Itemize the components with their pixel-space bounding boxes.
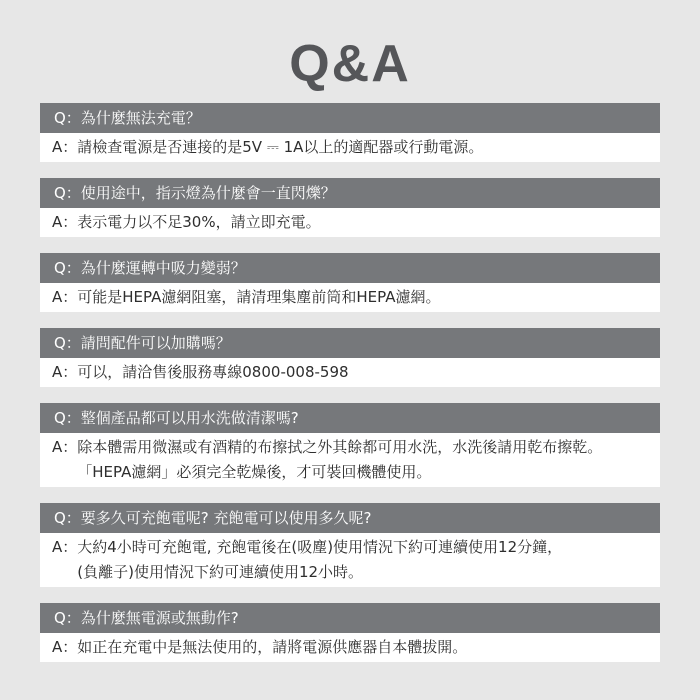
answer-text: 如正在充電中是無法使用的，請將電源供應器自本體拔開。 bbox=[77, 638, 468, 656]
answer-prefix: A： bbox=[52, 363, 78, 381]
answer-box bbox=[40, 283, 660, 312]
qa-item-1 bbox=[40, 103, 660, 162]
answer-box bbox=[40, 358, 660, 387]
question-bar: Q：為什麼運轉中吸力變弱？ bbox=[40, 253, 660, 283]
answer-prefix: A： bbox=[52, 213, 78, 231]
answer-box bbox=[40, 133, 660, 162]
qa-item-5 bbox=[40, 403, 660, 487]
answer-text-line-2: (負離子)使用情況下約可連續使用12小時。 bbox=[77, 563, 364, 581]
answer-text-line-1: 大約4小時可充飽電, 充飽電後在(吸塵)使用情況下約可連續使用12分鐘， bbox=[77, 538, 563, 556]
answer-text: 可能是HEPA濾網阻塞，請清理集塵前筒和HEPA濾網。 bbox=[77, 288, 441, 306]
answer-prefix: A： bbox=[52, 438, 78, 456]
answer-text: 表示電力以不足30%，請立即充電。 bbox=[77, 213, 321, 231]
qa-item-3 bbox=[40, 253, 660, 312]
answer-text: 可以，請洽售後服務專線0800-008-598 bbox=[77, 363, 349, 381]
answer-text-line-1: 除本體需用微濕或有酒精的布擦拭之外其餘都可用水洗，水洗後請用乾布擦乾。 bbox=[77, 438, 603, 456]
question-bar: Q：整個產品都可以用水洗做清潔嗎? bbox=[40, 403, 660, 433]
question-bar: Q：為什麼無法充電？ bbox=[40, 103, 660, 133]
answer-prefix: A： bbox=[52, 138, 78, 156]
answer-prefix: A： bbox=[52, 288, 78, 306]
answer-text-line-2: 「HEPA濾網」必須完全乾燥後，才可裝回機體使用。 bbox=[77, 463, 432, 481]
qa-item-4 bbox=[40, 328, 660, 387]
answer-box bbox=[40, 208, 660, 237]
question-bar: Q：請問配件可以加購嗎？ bbox=[40, 328, 660, 358]
question-bar: Q：為什麼無電源或無動作? bbox=[40, 603, 660, 633]
qa-item-7 bbox=[40, 603, 660, 662]
qa-item-6 bbox=[40, 503, 660, 587]
answer-box bbox=[40, 633, 660, 662]
answer-prefix: A： bbox=[52, 638, 78, 656]
answer-text: 請檢查電源是否連接的是5V ⎓ 1A以上的適配器或行動電源。 bbox=[77, 138, 484, 156]
qa-item-2 bbox=[40, 178, 660, 237]
question-bar: Q：使用途中，指示燈為什麼會一直閃爍？ bbox=[40, 178, 660, 208]
answer-box bbox=[40, 433, 660, 487]
answer-prefix: A： bbox=[52, 538, 78, 556]
answer-box bbox=[40, 533, 660, 587]
page-title: Q&A bbox=[289, 35, 411, 93]
question-bar: Q：要多久可充飽電呢? 充飽電可以使用多久呢? bbox=[40, 503, 660, 533]
